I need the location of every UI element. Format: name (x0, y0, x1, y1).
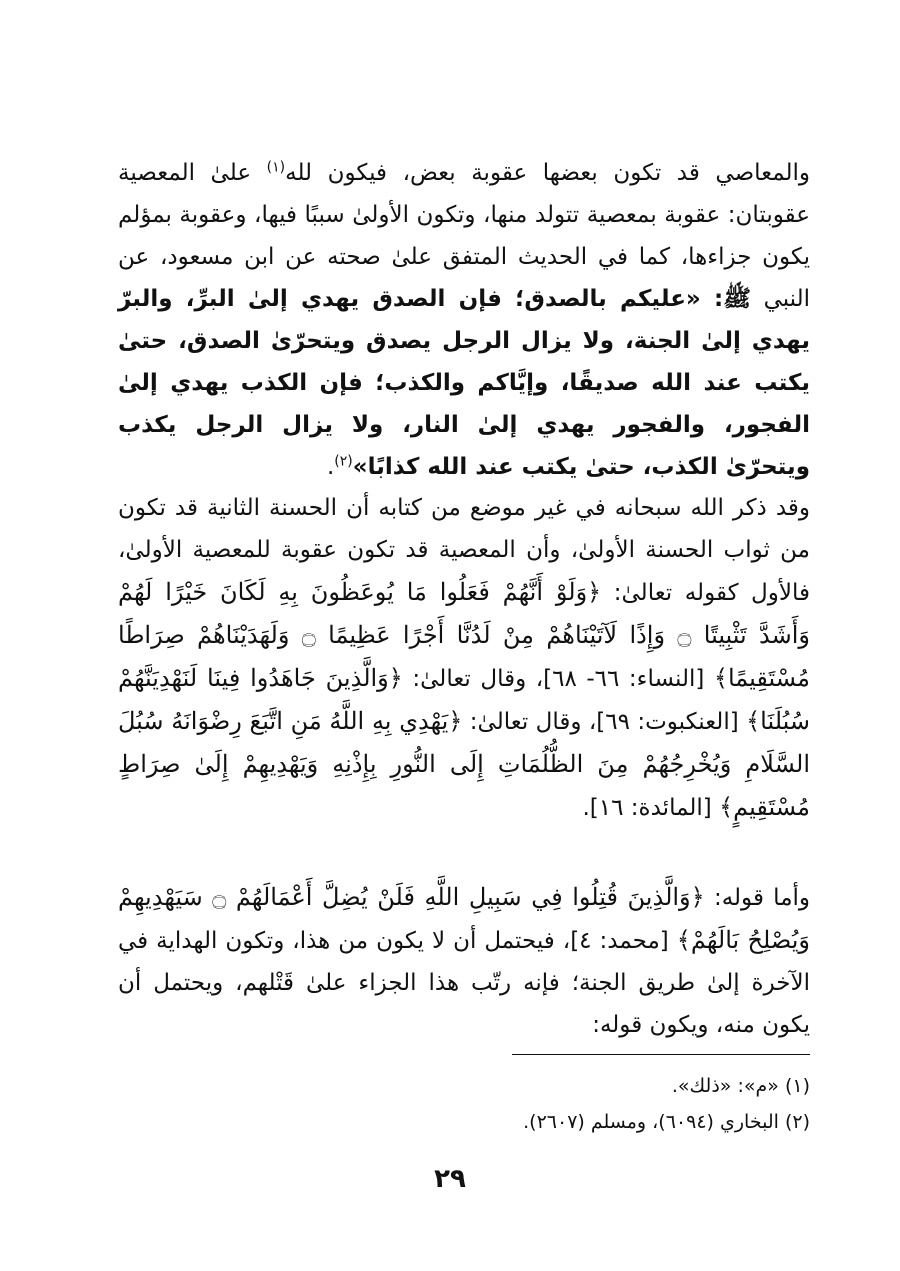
footnote (118, 1068, 810, 1104)
page-number: ٢٩ (434, 1164, 466, 1194)
footnote-number: (١) (784, 1075, 810, 1097)
footnote-text: «م»: «ذلك». (671, 1075, 779, 1097)
quran-verse: ﴿وَلَوْ أَنَّهُمْ فَعَلُوا مَا يُوعَظُونَ بِهِ لَكَانَ خَيْرًا لَهُمْ وَأَشَدَّ تَثْبِيتًا ۝ وَإِذًا لَآتَيْنَاهُمْ مِنْ لَدُنَّا أَجْرًا عَظِيمًا ۝ وَلَهَدَيْنَاهُمْ صِرَاطًا مُسْتَقِيمًا﴾ (118, 578, 811, 692)
footnote (118, 1104, 810, 1140)
footnote-text: البخاري (٦٠٩٤)، ومسلم (٢٦٠٧). (523, 1111, 779, 1133)
text-line: يكون جزاءها، كما في الحديث المتفق علىٰ صحته عن ابن مسعود، عن النبي (118, 244, 811, 312)
text-line: والمعاصي قد تكون بعضها عقوبة بعض، فيكون لله (285, 160, 811, 186)
verse-reference: [العنكبوت: ٦٩]، وقال تعالىٰ: (469, 709, 739, 735)
hadith-text: : «عليكم بالصدق؛ فإن الصدق يهدي إلىٰ البرِّ، والبرّ يهدي إلىٰ الجنة، ولا يزال الرجل يصدق ويتحرّىٰ الصدق، حتىٰ يكتب عند الله صديقًا، وإيَّاكم والكذب؛ فإن الكذب يهدي إلىٰ الفجور، والفجور يهدي إلىٰ النار، ولا يزال الرجل يكذب ويتحرّىٰ الكذب، حتىٰ يكتب عند الله كذابًا» (118, 286, 810, 480)
quran-verse: ﴿وَالَّذِينَ قُتِلُوا فِي سَبِيلِ اللَّهِ فَلَنْ يُضِلَّ أَعْمَالَهُمْ ۝ سَيَهْدِيهِمْ وَيُصْلِحُ بَالَهُمْ﴾ (118, 883, 811, 954)
footnotes (118, 1068, 810, 1140)
footnote-marker-2: (٢) (334, 453, 353, 470)
text-line: وأما قوله: (713, 885, 811, 911)
paragraph-verses (118, 487, 810, 829)
footnote-marker-1: (١) (266, 159, 286, 176)
text-line: وقد ذكر الله سبحانه في غير موضع من كتابه أن الحسنة الثانية قد تكون من ثواب الحسنة الأولىٰ، وأن المعصية قد تكون عقوبة للمعصية الأولىٰ، فالأول كقوله تعالىٰ: (118, 495, 810, 606)
footnote-divider (512, 1054, 810, 1055)
footnote-number: (٢) (784, 1111, 810, 1133)
text-line: [محمد: ٤]، فيحتمل أن لا يكون من هذا، وتكون الهداية في الآخرة إلىٰ طريق الجنة؛ فإنه رتّب هذا الجزاء علىٰ قَتْلهم، ويحتمل أن يكون منه، ويكون قوله: (118, 928, 810, 1038)
text-line: علىٰ المعصية (118, 160, 252, 186)
text-line: عقوبتان: عقوبة بمعصية تتولد منها، وتكون الأولىٰ سببًا فيها، وعقوبة بمؤلم (118, 202, 810, 228)
verse-reference: [النساء: ٦٦- ٦٨]، وقال تعالىٰ: (412, 666, 705, 692)
salutation: ﷺ (723, 286, 752, 312)
paragraph-commentary (118, 876, 810, 1046)
punctuation: . (326, 454, 335, 480)
paragraph-hadith (118, 152, 810, 488)
verse-reference: [المائدة: ١٦]. (582, 795, 712, 821)
quran-verse: ﴿وَالَّذِينَ جَاهَدُوا فِينَا لَنَهْدِيَنَّهُمْ سُبُلَنَا﴾ (118, 664, 811, 735)
quran-verse: ﴿يَهْدِي بِهِ اللَّهُ مَنِ اتَّبَعَ رِضْوَانَهُ سُبُلَ السَّلَامِ وَيُخْرِجُهُمْ مِنَ الظُّلُمَاتِ إِلَى النُّورِ بِإِذْنِهِ وَيَهْدِيهِمْ إِلَىٰ صِرَاطٍ مُسْتَقِيمٍ﴾ (118, 707, 810, 821)
